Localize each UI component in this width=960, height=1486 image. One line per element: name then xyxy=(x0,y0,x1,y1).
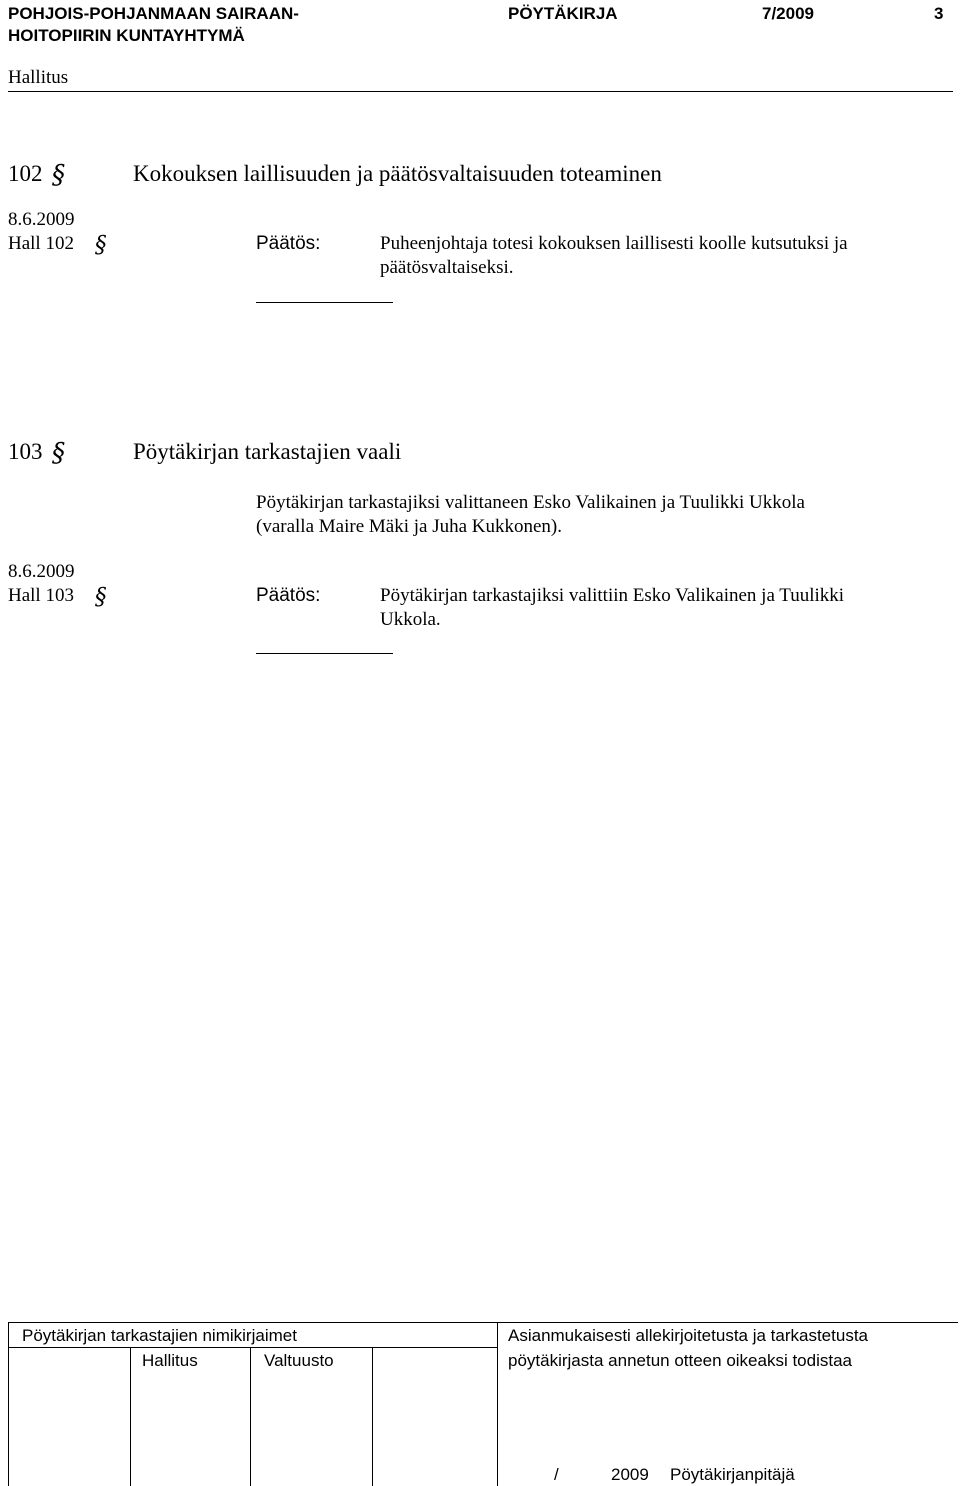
section-mark: § xyxy=(52,160,65,190)
organization-name-line2: HOITOPIIRIN KUNTAYHTYMÄ xyxy=(8,26,245,45)
header-divider xyxy=(8,91,953,92)
section-103-intro-line2: (varalla Maire Mäki ja Juha Kukkonen). xyxy=(256,516,563,537)
section-102-title: Kokouksen laillisuuden ja päätösvaltaisuuden toteaminen xyxy=(133,161,662,186)
section-103-decision-label: Päätös: xyxy=(256,585,321,606)
section-103-intro-line1: Pöytäkirjan tarkastajiksi valittaneen Esko Valikainen ja Tuulikki Ukkola xyxy=(256,492,805,513)
section-103-number: 103 xyxy=(8,439,43,464)
footer-column-valtuusto: Valtuusto xyxy=(264,1351,334,1370)
header-body-name: Hallitus xyxy=(8,67,69,88)
footer-top-rule xyxy=(8,1322,958,1323)
section-103-end-rule xyxy=(256,653,393,654)
section-102-date: 8.6.2009 xyxy=(8,209,75,230)
section-102-decision-line2: päätösvaltaiseksi. xyxy=(380,257,514,278)
section-103-ref: Hall 103 xyxy=(8,585,74,606)
section-102-ref: Hall 102 xyxy=(8,233,74,254)
section-103-date: 8.6.2009 xyxy=(8,561,75,582)
footer-certification-line2: pöytäkirjasta annetun otteen oikeaksi todistaa xyxy=(508,1351,853,1370)
footer-column-hallitus: Hallitus xyxy=(142,1351,198,1370)
footer-initials-heading: Pöytäkirjan tarkastajien nimikirjaimet xyxy=(22,1326,297,1345)
section-mark: § xyxy=(95,232,107,258)
footer-column-divider-3 xyxy=(372,1347,373,1486)
document-number: 7/2009 xyxy=(762,4,814,23)
footer-column-divider-1 xyxy=(130,1347,131,1486)
organization-name-line1: POHJOIS-POHJANMAAN SAIRAAN- xyxy=(8,4,299,23)
section-103-title: Pöytäkirjan tarkastajien vaali xyxy=(133,439,402,464)
footer-year: 2009 xyxy=(611,1465,649,1484)
section-102-end-rule xyxy=(256,302,393,303)
section-102-number: 102 xyxy=(8,161,43,186)
page-number: 3 xyxy=(934,4,944,23)
section-mark: § xyxy=(52,438,65,468)
footer-signer-title: Pöytäkirjanpitäjä xyxy=(670,1465,795,1484)
footer-left-border xyxy=(8,1322,9,1486)
footer-column-divider-2 xyxy=(250,1347,251,1486)
footer-certification-line1: Asianmukaisesti allekirjoitetusta ja tarkastetusta xyxy=(508,1326,868,1345)
section-mark: § xyxy=(95,584,107,610)
footer-initials-rule xyxy=(8,1347,497,1348)
section-103-decision-line2: Ukkola. xyxy=(380,609,441,630)
section-102-decision-line1: Puheenjohtaja totesi kokouksen laillisesti koolle kutsutuksi ja xyxy=(380,233,848,254)
footer-date-slash: / xyxy=(554,1465,559,1484)
section-102-decision-label: Päätös: xyxy=(256,233,321,254)
document-type: PÖYTÄKIRJA xyxy=(508,4,618,23)
section-103-decision-line1: Pöytäkirjan tarkastajiksi valittiin Esko Valikainen ja Tuulikki xyxy=(380,585,845,606)
footer-middle-border xyxy=(497,1322,498,1486)
